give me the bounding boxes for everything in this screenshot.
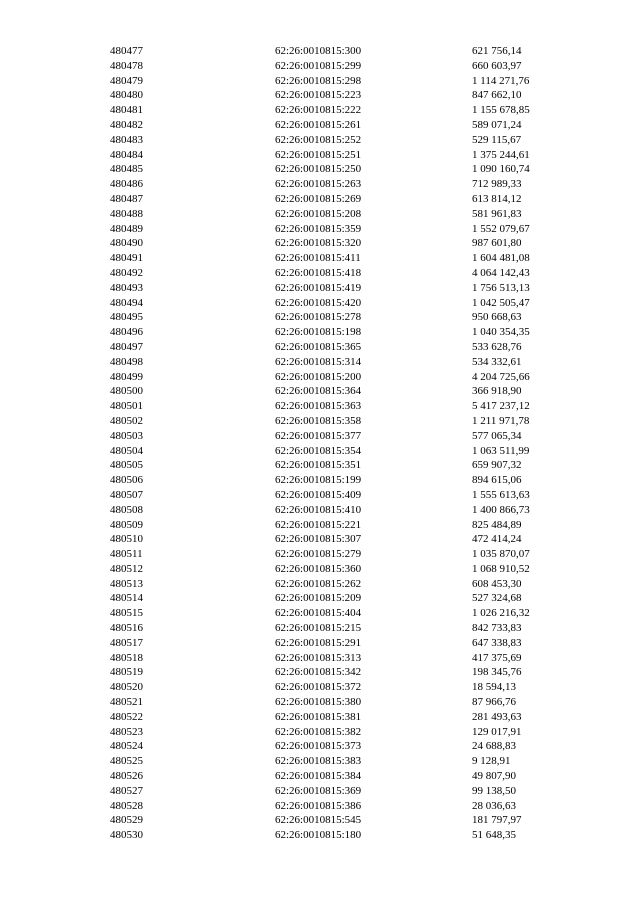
row-number-cell: 480493 xyxy=(110,281,143,294)
table-row xyxy=(110,74,590,89)
table-row xyxy=(110,355,590,370)
cadastral-value-cell: 894 615,06 xyxy=(472,474,522,487)
cadastral-number-cell: 62:26:0010815:251 xyxy=(275,148,362,161)
row-number-cell: 480505 xyxy=(110,459,143,472)
cadastral-value-cell: 1 375 244,61 xyxy=(472,148,530,161)
row-number-cell: 480507 xyxy=(110,488,143,501)
cadastral-number-cell: 62:26:0010815:250 xyxy=(275,163,362,176)
row-number-cell: 480481 xyxy=(110,104,143,117)
cadastral-number-cell: 62:26:0010815:291 xyxy=(275,636,362,649)
table-row xyxy=(110,325,590,340)
cadastral-value-cell: 18 594,13 xyxy=(472,681,516,694)
row-number-cell: 480521 xyxy=(110,696,143,709)
cadastral-value-table xyxy=(110,44,590,843)
row-number-cell: 480490 xyxy=(110,237,143,250)
cadastral-number-cell: 62:26:0010815:365 xyxy=(275,340,362,353)
cadastral-number-cell: 62:26:0010815:372 xyxy=(275,681,362,694)
table-row xyxy=(110,340,590,355)
cadastral-value-cell: 28 036,63 xyxy=(472,799,516,812)
cadastral-value-cell: 1 063 511,99 xyxy=(472,444,530,457)
cadastral-number-cell: 62:26:0010815:359 xyxy=(275,222,362,235)
table-row xyxy=(110,621,590,636)
row-number-cell: 480511 xyxy=(110,548,143,561)
cadastral-value-cell: 1 400 866,73 xyxy=(472,503,530,516)
cadastral-value-cell: 51 648,35 xyxy=(472,829,516,842)
cadastral-value-cell: 581 961,83 xyxy=(472,207,522,220)
table-row xyxy=(110,414,590,429)
table-row xyxy=(110,458,590,473)
cadastral-value-cell: 24 688,83 xyxy=(472,740,516,753)
cadastral-value-cell: 608 453,30 xyxy=(472,577,522,590)
cadastral-value-cell: 647 338,83 xyxy=(472,636,522,649)
table-row xyxy=(110,665,590,680)
cadastral-value-cell: 589 071,24 xyxy=(472,118,522,131)
cadastral-number-cell: 62:26:0010815:363 xyxy=(275,400,362,413)
table-row xyxy=(110,754,590,769)
cadastral-number-cell: 62:26:0010815:360 xyxy=(275,562,362,575)
cadastral-value-cell: 1 604 481,08 xyxy=(472,252,530,265)
table-row xyxy=(110,266,590,281)
cadastral-value-cell: 417 375,69 xyxy=(472,651,522,664)
cadastral-value-cell: 281 493,63 xyxy=(472,710,522,723)
cadastral-value-cell: 1 068 910,52 xyxy=(472,562,530,575)
row-number-cell: 480495 xyxy=(110,311,143,324)
row-number-cell: 480494 xyxy=(110,296,143,309)
cadastral-number-cell: 62:26:0010815:364 xyxy=(275,385,362,398)
cadastral-number-cell: 62:26:0010815:269 xyxy=(275,192,362,205)
table-row xyxy=(110,88,590,103)
table-row xyxy=(110,577,590,592)
cadastral-number-cell: 62:26:0010815:409 xyxy=(275,488,362,501)
row-number-cell: 480525 xyxy=(110,755,143,768)
cadastral-number-cell: 62:26:0010815:380 xyxy=(275,696,362,709)
cadastral-number-cell: 62:26:0010815:215 xyxy=(275,622,362,635)
row-number-cell: 480512 xyxy=(110,562,143,575)
cadastral-value-cell: 577 065,34 xyxy=(472,429,522,442)
row-number-cell: 480513 xyxy=(110,577,143,590)
cadastral-number-cell: 62:26:0010815:320 xyxy=(275,237,362,250)
row-number-cell: 480486 xyxy=(110,178,143,191)
table-row xyxy=(110,384,590,399)
table-row xyxy=(110,636,590,651)
cadastral-number-cell: 62:26:0010815:418 xyxy=(275,266,362,279)
cadastral-number-cell: 62:26:0010815:404 xyxy=(275,607,362,620)
table-row xyxy=(110,473,590,488)
row-number-cell: 480520 xyxy=(110,681,143,694)
table-row xyxy=(110,503,590,518)
cadastral-number-cell: 62:26:0010815:354 xyxy=(275,444,362,457)
table-row xyxy=(110,547,590,562)
table-row xyxy=(110,236,590,251)
row-number-cell: 480496 xyxy=(110,326,143,339)
cadastral-number-cell: 62:26:0010815:298 xyxy=(275,74,362,87)
cadastral-number-cell: 62:26:0010815:208 xyxy=(275,207,362,220)
cadastral-number-cell: 62:26:0010815:180 xyxy=(275,829,362,842)
table-row xyxy=(110,725,590,740)
cadastral-value-cell: 198 345,76 xyxy=(472,666,522,679)
cadastral-value-cell: 1 026 216,32 xyxy=(472,607,530,620)
cadastral-value-cell: 1 756 513,13 xyxy=(472,281,530,294)
row-number-cell: 480509 xyxy=(110,518,143,531)
table-row xyxy=(110,207,590,222)
cadastral-number-cell: 62:26:0010815:411 xyxy=(275,252,361,265)
cadastral-number-cell: 62:26:0010815:342 xyxy=(275,666,362,679)
cadastral-number-cell: 62:26:0010815:314 xyxy=(275,355,362,368)
cadastral-number-cell: 62:26:0010815:313 xyxy=(275,651,362,664)
cadastral-value-cell: 1 552 079,67 xyxy=(472,222,530,235)
cadastral-number-cell: 62:26:0010815:307 xyxy=(275,533,362,546)
cadastral-value-cell: 847 662,10 xyxy=(472,89,522,102)
table-row xyxy=(110,429,590,444)
table-row xyxy=(110,192,590,207)
cadastral-value-cell: 1 155 678,85 xyxy=(472,104,530,117)
cadastral-value-cell: 712 989,33 xyxy=(472,178,522,191)
row-number-cell: 480517 xyxy=(110,636,143,649)
cadastral-number-cell: 62:26:0010815:262 xyxy=(275,577,362,590)
cadastral-value-cell: 129 017,91 xyxy=(472,725,522,738)
cadastral-value-cell: 181 797,97 xyxy=(472,814,522,827)
cadastral-value-cell: 659 907,32 xyxy=(472,459,522,472)
table-row xyxy=(110,739,590,754)
cadastral-number-cell: 62:26:0010815:261 xyxy=(275,118,362,131)
cadastral-value-cell: 621 756,14 xyxy=(472,45,522,57)
row-number-cell: 480503 xyxy=(110,429,143,442)
cadastral-number-cell: 62:26:0010815:221 xyxy=(275,518,362,531)
cadastral-value-cell: 1 114 271,76 xyxy=(472,74,530,87)
cadastral-value-cell: 1 555 613,63 xyxy=(472,488,530,501)
table-row xyxy=(110,399,590,414)
table-row xyxy=(110,799,590,814)
row-number-cell: 480524 xyxy=(110,740,143,753)
row-number-cell: 480497 xyxy=(110,340,143,353)
cadastral-number-cell: 62:26:0010815:373 xyxy=(275,740,362,753)
row-number-cell: 480492 xyxy=(110,266,143,279)
cadastral-number-cell: 62:26:0010815:419 xyxy=(275,281,362,294)
row-number-cell: 480519 xyxy=(110,666,143,679)
cadastral-number-cell: 62:26:0010815:299 xyxy=(275,59,362,72)
row-number-cell: 480491 xyxy=(110,252,143,265)
cadastral-number-cell: 62:26:0010815:198 xyxy=(275,326,362,339)
row-number-cell: 480482 xyxy=(110,118,143,131)
row-number-cell: 480514 xyxy=(110,592,143,605)
cadastral-number-cell: 62:26:0010815:369 xyxy=(275,784,362,797)
cadastral-number-cell: 62:26:0010815:410 xyxy=(275,503,362,516)
cadastral-value-cell: 529 115,67 xyxy=(472,133,522,146)
cadastral-number-cell: 62:26:0010815:223 xyxy=(275,89,362,102)
cadastral-number-cell: 62:26:0010815:358 xyxy=(275,414,362,427)
cadastral-value-cell: 1 090 160,74 xyxy=(472,163,530,176)
table-row xyxy=(110,651,590,666)
table-row xyxy=(110,370,590,385)
table-row xyxy=(110,710,590,725)
table-row xyxy=(110,488,590,503)
table-row xyxy=(110,59,590,74)
table-row xyxy=(110,813,590,828)
cadastral-value-cell: 87 966,76 xyxy=(472,696,516,709)
table-row xyxy=(110,103,590,118)
table-row xyxy=(110,769,590,784)
row-number-cell: 480527 xyxy=(110,784,143,797)
table-row xyxy=(110,310,590,325)
table-row xyxy=(110,680,590,695)
cadastral-number-cell: 62:26:0010815:199 xyxy=(275,474,362,487)
table-row xyxy=(110,606,590,621)
row-number-cell: 480501 xyxy=(110,400,143,413)
table-row xyxy=(110,133,590,148)
row-number-cell: 480523 xyxy=(110,725,143,738)
cadastral-number-cell: 62:26:0010815:200 xyxy=(275,370,362,383)
row-number-cell: 480477 xyxy=(110,45,143,57)
cadastral-number-cell: 62:26:0010815:386 xyxy=(275,799,362,812)
cadastral-number-cell: 62:26:0010815:279 xyxy=(275,548,362,561)
table-row xyxy=(110,695,590,710)
cadastral-value-cell: 527 324,68 xyxy=(472,592,522,605)
row-number-cell: 480489 xyxy=(110,222,143,235)
table-row xyxy=(110,281,590,296)
row-number-cell: 480500 xyxy=(110,385,143,398)
cadastral-number-cell: 62:26:0010815:381 xyxy=(275,710,362,723)
cadastral-value-cell: 4 204 725,66 xyxy=(472,370,530,383)
cadastral-value-cell: 366 918,90 xyxy=(472,385,522,398)
cadastral-value-cell: 99 138,50 xyxy=(472,784,516,797)
cadastral-number-cell: 62:26:0010815:377 xyxy=(275,429,362,442)
row-number-cell: 480479 xyxy=(110,74,143,87)
cadastral-value-cell: 1 211 971,78 xyxy=(472,414,530,427)
cadastral-value-cell: 613 814,12 xyxy=(472,192,522,205)
cadastral-number-cell: 62:26:0010815:384 xyxy=(275,770,362,783)
row-number-cell: 480487 xyxy=(110,192,143,205)
table-row xyxy=(110,518,590,533)
table-row xyxy=(110,177,590,192)
row-number-cell: 480518 xyxy=(110,651,143,664)
row-number-cell: 480529 xyxy=(110,814,143,827)
row-number-cell: 480506 xyxy=(110,474,143,487)
cadastral-value-cell: 9 128,91 xyxy=(472,755,511,768)
cadastral-value-cell: 1 040 354,35 xyxy=(472,326,530,339)
row-number-cell: 480483 xyxy=(110,133,143,146)
cadastral-value-cell: 950 668,63 xyxy=(472,311,522,324)
cadastral-number-cell: 62:26:0010815:209 xyxy=(275,592,362,605)
cadastral-number-cell: 62:26:0010815:300 xyxy=(275,45,362,57)
row-number-cell: 480522 xyxy=(110,710,143,723)
cadastral-number-cell: 62:26:0010815:278 xyxy=(275,311,362,324)
cadastral-value-cell: 842 733,83 xyxy=(472,622,522,635)
table-row xyxy=(110,162,590,177)
row-number-cell: 480484 xyxy=(110,148,143,161)
table-row xyxy=(110,562,590,577)
table-row xyxy=(110,828,590,843)
table-row xyxy=(110,784,590,799)
table-row xyxy=(110,222,590,237)
cadastral-value-cell: 533 628,76 xyxy=(472,340,522,353)
cadastral-number-cell: 62:26:0010815:383 xyxy=(275,755,362,768)
cadastral-value-cell: 660 603,97 xyxy=(472,59,522,72)
table-row xyxy=(110,532,590,547)
cadastral-value-cell: 49 807,90 xyxy=(472,770,516,783)
cadastral-value-cell: 4 064 142,43 xyxy=(472,266,530,279)
table-row xyxy=(110,296,590,311)
row-number-cell: 480508 xyxy=(110,503,143,516)
table-row xyxy=(110,251,590,266)
cadastral-number-cell: 62:26:0010815:382 xyxy=(275,725,362,738)
row-number-cell: 480510 xyxy=(110,533,143,546)
row-number-cell: 480478 xyxy=(110,59,143,72)
row-number-cell: 480499 xyxy=(110,370,143,383)
cadastral-number-cell: 62:26:0010815:420 xyxy=(275,296,362,309)
cadastral-value-cell: 5 417 237,12 xyxy=(472,400,530,413)
row-number-cell: 480488 xyxy=(110,207,143,220)
cadastral-number-cell: 62:26:0010815:545 xyxy=(275,814,362,827)
cadastral-value-cell: 534 332,61 xyxy=(472,355,522,368)
cadastral-number-cell: 62:26:0010815:222 xyxy=(275,104,362,117)
cadastral-value-cell: 987 601,80 xyxy=(472,237,522,250)
cadastral-value-cell: 472 414,24 xyxy=(472,533,522,546)
row-number-cell: 480502 xyxy=(110,414,143,427)
table-row xyxy=(110,118,590,133)
row-number-cell: 480530 xyxy=(110,829,143,842)
cadastral-value-cell: 1 042 505,47 xyxy=(472,296,530,309)
table-row xyxy=(110,444,590,459)
row-number-cell: 480516 xyxy=(110,622,143,635)
table-row xyxy=(110,591,590,606)
row-number-cell: 480485 xyxy=(110,163,143,176)
table-row xyxy=(110,44,590,59)
cadastral-number-cell: 62:26:0010815:252 xyxy=(275,133,362,146)
row-number-cell: 480515 xyxy=(110,607,143,620)
cadastral-value-cell: 1 035 870,07 xyxy=(472,548,530,561)
table-row xyxy=(110,148,590,163)
cadastral-value-cell: 825 484,89 xyxy=(472,518,522,531)
row-number-cell: 480526 xyxy=(110,770,143,783)
row-number-cell: 480498 xyxy=(110,355,143,368)
row-number-cell: 480528 xyxy=(110,799,143,812)
row-number-cell: 480480 xyxy=(110,89,143,102)
row-number-cell: 480504 xyxy=(110,444,143,457)
cadastral-number-cell: 62:26:0010815:351 xyxy=(275,459,362,472)
cadastral-number-cell: 62:26:0010815:263 xyxy=(275,178,362,191)
